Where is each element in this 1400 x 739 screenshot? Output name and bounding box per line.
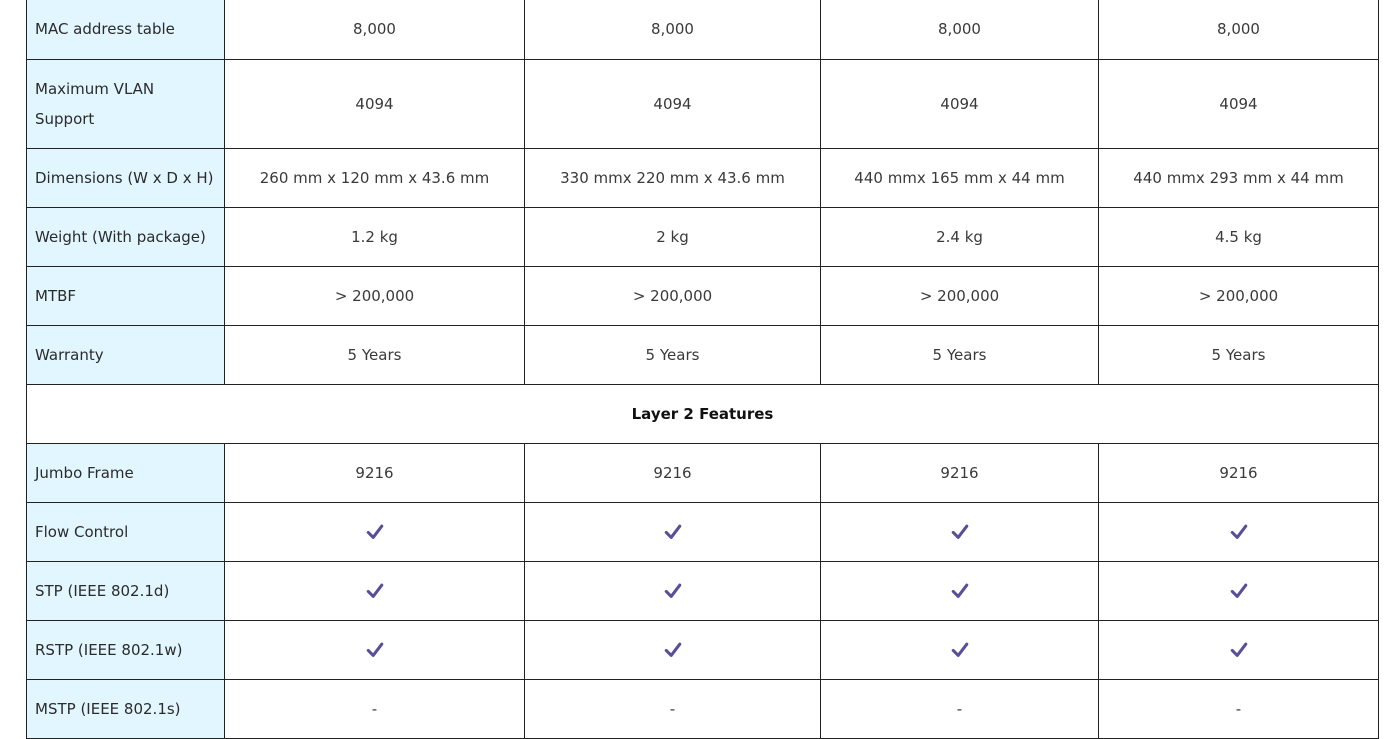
row-label: Warranty [27, 326, 225, 385]
cell-check [1099, 562, 1379, 621]
cell-value: 8,000 [225, 0, 525, 60]
cell-value: 260 mm x 120 mm x 43.6 mm [225, 149, 525, 208]
cell-value: 9216 [821, 444, 1099, 503]
cell-check [821, 621, 1099, 680]
cell-value: 5 Years [821, 326, 1099, 385]
section-row-layer2 [27, 385, 1379, 444]
row-label: RSTP (IEEE 802.1w) [27, 621, 225, 680]
check-icon [951, 641, 969, 659]
table-row-weight [27, 208, 1379, 267]
table-row-mac-address-table [27, 0, 1379, 60]
table-row-jumbo-frame [27, 444, 1379, 503]
table-row-flow-control [27, 503, 1379, 562]
cell-value: 8,000 [1099, 0, 1379, 60]
check-icon [1230, 523, 1248, 541]
cell-value: 4094 [1099, 60, 1379, 149]
cell-value: 330 mmx 220 mm x 43.6 mm [525, 149, 821, 208]
spec-table-container [26, 0, 1378, 739]
row-label: STP (IEEE 802.1d) [27, 562, 225, 621]
cell-value: 440 mmx 293 mm x 44 mm [1099, 149, 1379, 208]
cell-value: 4094 [225, 60, 525, 149]
cell-value: 4094 [525, 60, 821, 149]
cell-value: 4.5 kg [1099, 208, 1379, 267]
cell-value: 2.4 kg [821, 208, 1099, 267]
row-label: MAC address table [27, 0, 225, 60]
cell-value: > 200,000 [225, 267, 525, 326]
check-icon [664, 641, 682, 659]
cell-value: 5 Years [225, 326, 525, 385]
cell-value: 9216 [225, 444, 525, 503]
check-icon [366, 641, 384, 659]
check-icon [366, 582, 384, 600]
row-label: Jumbo Frame [27, 444, 225, 503]
cell-value: > 200,000 [821, 267, 1099, 326]
table-row-dimensions [27, 149, 1379, 208]
cell-value: 2 kg [525, 208, 821, 267]
check-icon [366, 523, 384, 541]
cell-value: 9216 [525, 444, 821, 503]
cell-value: - [525, 680, 821, 739]
check-icon [951, 523, 969, 541]
spec-comparison-table [26, 0, 1379, 739]
cell-value: > 200,000 [1099, 267, 1379, 326]
cell-check [525, 621, 821, 680]
cell-check [225, 503, 525, 562]
cell-value: 1.2 kg [225, 208, 525, 267]
row-label: Dimensions (W x D x H) [27, 149, 225, 208]
cell-value: 5 Years [525, 326, 821, 385]
cell-check [821, 562, 1099, 621]
row-label: Maximum VLAN Support [27, 60, 225, 149]
cell-check [1099, 503, 1379, 562]
cell-value: 4094 [821, 60, 1099, 149]
check-icon [664, 582, 682, 600]
cell-value: 5 Years [1099, 326, 1379, 385]
row-label: MTBF [27, 267, 225, 326]
cell-value: - [1099, 680, 1379, 739]
cell-value: 8,000 [525, 0, 821, 60]
cell-value: > 200,000 [525, 267, 821, 326]
table-row-rstp [27, 621, 1379, 680]
table-row-warranty [27, 326, 1379, 385]
cell-value: - [821, 680, 1099, 739]
check-icon [664, 523, 682, 541]
cell-check [225, 621, 525, 680]
cell-value: - [225, 680, 525, 739]
check-icon [1230, 641, 1248, 659]
table-row-mstp [27, 680, 1379, 739]
cell-value: 8,000 [821, 0, 1099, 60]
section-title: Layer 2 Features [27, 385, 1379, 444]
cell-value: 440 mmx 165 mm x 44 mm [821, 149, 1099, 208]
table-row-stp [27, 562, 1379, 621]
cell-check [1099, 621, 1379, 680]
cell-check [525, 562, 821, 621]
cell-check [525, 503, 821, 562]
cell-check [821, 503, 1099, 562]
row-label: Weight (With package) [27, 208, 225, 267]
check-icon [1230, 582, 1248, 600]
table-row-mtbf [27, 267, 1379, 326]
cell-check [225, 562, 525, 621]
row-label: MSTP (IEEE 802.1s) [27, 680, 225, 739]
cell-value: 9216 [1099, 444, 1379, 503]
check-icon [951, 582, 969, 600]
row-label: Flow Control [27, 503, 225, 562]
table-row-max-vlan-support [27, 60, 1379, 149]
